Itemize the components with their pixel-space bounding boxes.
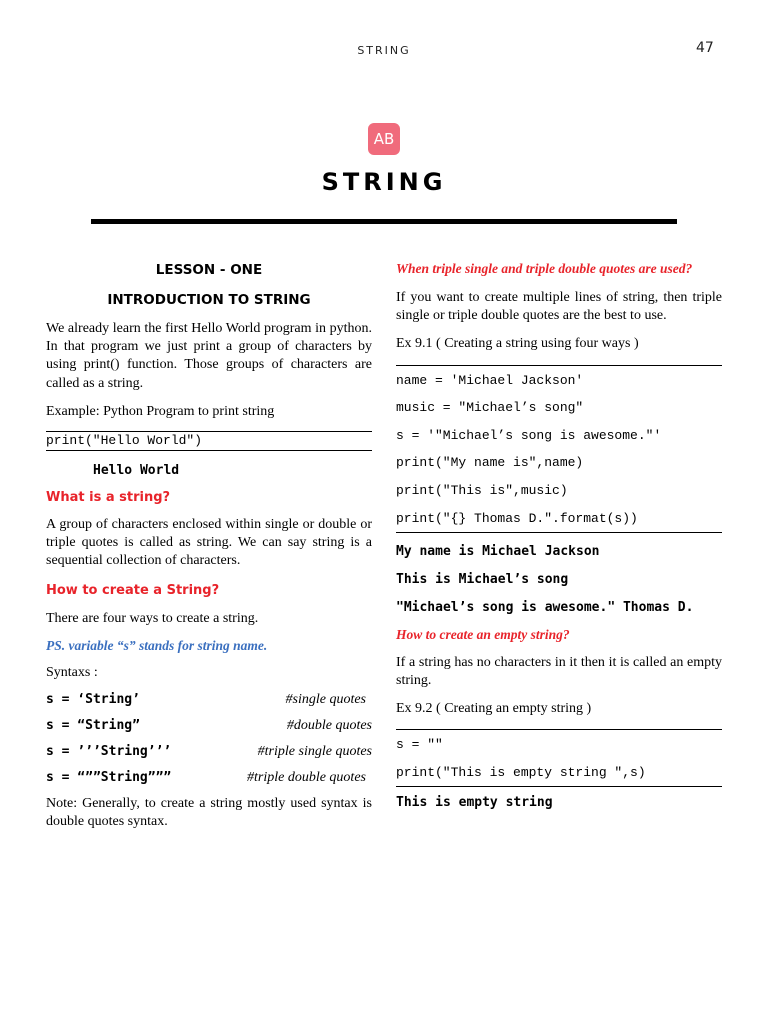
syntax-code: s = “””String””” bbox=[46, 770, 172, 786]
example-label: Ex 9.1 ( Creating a string using four ways ) bbox=[396, 336, 639, 352]
empty-heading: How to create an empty string? bbox=[396, 626, 570, 642]
triple-heading: When triple single and triple double quotes are used? bbox=[396, 261, 693, 276]
code-line: print("My name is",name) bbox=[396, 455, 584, 471]
section-heading: INTRODUCTION TO STRING bbox=[107, 292, 311, 308]
code-divider bbox=[396, 786, 722, 787]
ps-note: PS. variable “s” stands for string name. bbox=[46, 637, 268, 653]
code-line: s = '"Michael’s song is awesome."' bbox=[396, 427, 662, 443]
syntax-code: s = ’’’String’’’ bbox=[46, 744, 172, 760]
what-heading: What is a string? bbox=[46, 490, 171, 506]
chapter-title: STRING bbox=[321, 168, 447, 196]
syntax-row bbox=[46, 744, 372, 760]
chapter-badge-icon: AB bbox=[368, 123, 400, 155]
syntax-comment: #triple double quotes bbox=[247, 770, 366, 786]
code-divider bbox=[46, 450, 372, 451]
code-divider bbox=[396, 365, 722, 366]
what-paragraph: A group of characters enclosed within single or double or triple quotes is called as string. We can say string is a sequential collection of characters. bbox=[46, 517, 372, 569]
how-heading: How to create a String? bbox=[46, 582, 220, 598]
code-line: name = 'Michael Jackson' bbox=[396, 372, 584, 388]
code-divider bbox=[396, 729, 722, 730]
syntax-row bbox=[46, 770, 372, 786]
syntax-row bbox=[46, 718, 372, 734]
code-line: print("Hello World") bbox=[46, 433, 203, 449]
syntax-row bbox=[46, 692, 372, 708]
triple-paragraph: If you want to create multiple lines of string, then triple single or triple double quotes are the best to use. bbox=[396, 290, 722, 324]
code-output: My name is Michael Jackson bbox=[396, 544, 600, 560]
syntax-code: s = ‘String’ bbox=[46, 692, 140, 708]
code-output: This is empty string bbox=[396, 795, 553, 811]
title-divider bbox=[91, 219, 677, 224]
how-paragraph: There are four ways to create a string. bbox=[46, 610, 259, 626]
syntax-comment: #double quotes bbox=[286, 718, 372, 734]
lesson-label: LESSON - ONE bbox=[155, 262, 263, 278]
syntax-comment: #single quotes bbox=[285, 692, 366, 708]
empty-paragraph: If a string has no characters in it then it is called an empty string. bbox=[396, 654, 722, 688]
code-line: print("{} Thomas D.".format(s)) bbox=[396, 510, 638, 526]
syntax-code: s = “String” bbox=[46, 718, 140, 734]
example-label: Example: Python Program to print string bbox=[46, 403, 275, 419]
code-line: print("This is empty string ",s) bbox=[396, 764, 646, 780]
code-output: "Michael’s song is awesome." Thomas D. bbox=[396, 599, 694, 615]
code-divider bbox=[46, 431, 372, 432]
code-line: s = "" bbox=[396, 737, 443, 753]
page-number: 47 bbox=[696, 40, 714, 56]
syntax-comment: #triple single quotes bbox=[257, 744, 372, 760]
note-paragraph: Note: Generally, to create a string mostly used syntax is double quotes syntax. bbox=[46, 796, 372, 830]
code-divider bbox=[396, 532, 722, 533]
right-column bbox=[396, 260, 722, 810]
syntaxes-label: Syntaxs : bbox=[46, 664, 98, 680]
code-output: This is Michael’s song bbox=[396, 571, 569, 587]
code-line: print("This is",music) bbox=[396, 482, 568, 498]
running-header: STRING bbox=[357, 44, 411, 57]
example-label: Ex 9.2 ( Creating an empty string ) bbox=[396, 700, 592, 716]
left-column bbox=[46, 258, 372, 831]
code-line: music = "Michael’s song" bbox=[396, 400, 584, 416]
code-output: Hello World bbox=[93, 463, 180, 479]
intro-paragraph: We already learn the first Hello World program in python. In that program we just print a group of characters by using print() function. Those groups of characters are called as a string. bbox=[46, 321, 372, 391]
